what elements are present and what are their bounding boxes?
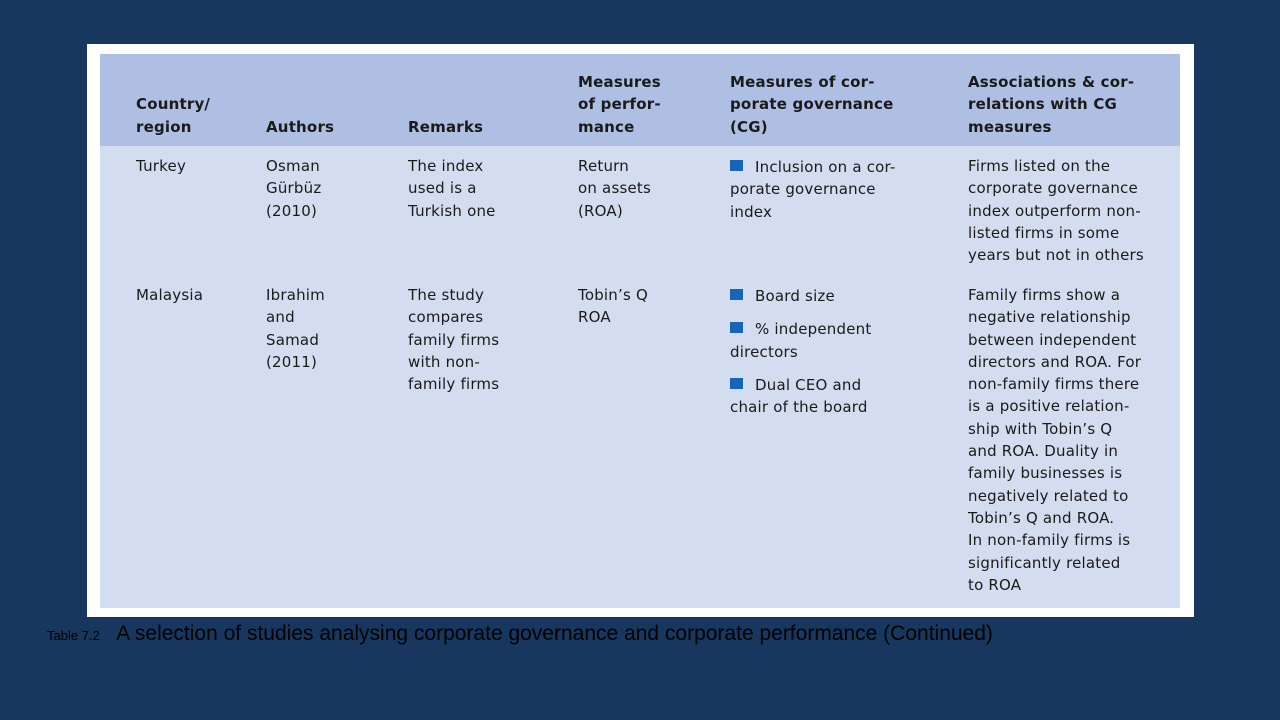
cell-line: non-family firms there <box>968 375 1140 394</box>
cell-line: on assets <box>578 179 651 198</box>
row-1-authors <box>266 155 321 222</box>
cell-line: family businesses is <box>968 464 1123 483</box>
table-caption <box>47 622 993 646</box>
cell-line: Tobin’s Q <box>578 286 648 304</box>
cell-line: (2011) <box>266 352 318 371</box>
cell-line: Associations & cor- <box>968 73 1135 92</box>
cell-line: Country/ <box>136 95 211 114</box>
cell-line: family firms <box>408 330 500 349</box>
cell-line: and <box>266 308 295 327</box>
row-1-associations <box>968 155 1144 266</box>
cell-line: index outperform non- <box>968 201 1141 220</box>
studies-table <box>100 54 1180 608</box>
bullet-continuation-line: chair of the board <box>730 398 868 417</box>
caption-title: A selection of studies analysing corporate governance and corporate performance (Continued) <box>116 622 993 645</box>
row-2-remarks <box>408 284 499 395</box>
cell-line: corporate governance <box>968 179 1138 198</box>
header-performance <box>578 71 661 138</box>
header-associations <box>968 71 1134 138</box>
cell-line: significantly related <box>968 553 1121 572</box>
cell-line: Turkey <box>136 157 187 175</box>
row-2-associations <box>968 284 1141 596</box>
cell-line: The index <box>408 157 484 175</box>
cell-line: to ROA <box>968 575 1022 594</box>
cell-line: and ROA. Duality in <box>968 442 1119 461</box>
bullet-item <box>730 156 896 223</box>
cell-line: of perfor- <box>578 95 661 114</box>
square-bullet-icon <box>730 160 743 171</box>
cell-line: Authors <box>266 117 335 136</box>
cell-line: porate governance <box>730 95 894 114</box>
header-remarks <box>408 116 483 138</box>
square-bullet-icon <box>730 322 743 333</box>
cell-line: In non-family firms is <box>968 531 1131 550</box>
bullet-item <box>730 285 871 307</box>
bullet-text: Dual CEO and <box>755 375 862 394</box>
header-country <box>136 93 210 138</box>
cell-line: Tobin’s Q and ROA. <box>968 508 1115 527</box>
square-bullet-icon <box>730 378 743 389</box>
bullet-first-line <box>730 318 871 340</box>
bullet-continuation-line: directors <box>730 342 798 361</box>
bullet-item <box>730 318 871 363</box>
cell-line: negatively related to <box>968 486 1129 505</box>
cell-line: relations with CG <box>968 95 1118 114</box>
row-2-governance <box>730 284 871 429</box>
cell-line: Family firms show a <box>968 286 1121 304</box>
cell-line: is a positive relation- <box>968 397 1130 416</box>
bullet-first-line <box>730 374 871 396</box>
row-1-governance <box>730 155 896 234</box>
cell-line: years but not in others <box>968 246 1144 265</box>
bullet-item <box>730 374 871 419</box>
cell-line: compares <box>408 308 484 327</box>
row-2-country <box>136 284 203 306</box>
bullet-text: Inclusion on a cor- <box>755 158 896 176</box>
cell-line: Osman <box>266 157 320 175</box>
bullet-text: Board size <box>755 287 835 305</box>
slide-table-frame <box>87 44 1194 617</box>
cell-line: Ibrahim <box>266 286 325 304</box>
cell-line: Samad <box>266 330 320 349</box>
row-2-authors <box>266 284 325 373</box>
cell-line: Measures <box>578 73 661 92</box>
cell-line: mance <box>578 117 635 136</box>
bullet-first-line <box>730 156 896 178</box>
cell-line: with non- <box>408 352 480 371</box>
cell-line: Remarks <box>408 117 484 136</box>
cell-line: (CG) <box>730 117 768 136</box>
bullet-text: % independent <box>755 320 872 339</box>
cell-line: region <box>136 117 192 136</box>
cell-line: ship with Tobin’s Q <box>968 419 1113 438</box>
row-1-remarks <box>408 155 496 222</box>
bullet-continuation-line: index <box>730 202 773 221</box>
cell-line: The study <box>408 286 485 304</box>
bullet-first-line <box>730 285 871 307</box>
cell-line: between independent <box>968 330 1137 349</box>
cell-line: negative relationship <box>968 308 1131 327</box>
cell-line: Turkish one <box>408 201 496 220</box>
cell-line: Gürbüz <box>266 179 322 198</box>
square-bullet-icon <box>730 289 743 300</box>
cell-line: Malaysia <box>136 286 204 304</box>
cell-line: used is a <box>408 179 477 198</box>
caption-table-number: Table 7.2 <box>47 628 100 643</box>
header-authors <box>266 116 334 138</box>
row-1-country <box>136 155 186 177</box>
table-header-row <box>100 54 1180 146</box>
cell-line: (2010) <box>266 201 318 220</box>
cell-line: Firms listed on the <box>968 157 1111 175</box>
cell-line: measures <box>968 117 1052 136</box>
cell-line: listed firms in some <box>968 223 1120 242</box>
cell-line: Measures of cor- <box>730 73 875 92</box>
cell-line: ROA <box>578 308 611 327</box>
bullet-continuation-line: porate governance <box>730 180 876 199</box>
cell-line: family firms <box>408 375 500 394</box>
cell-line: Return <box>578 157 629 175</box>
row-2-performance <box>578 284 648 329</box>
header-governance <box>730 71 893 138</box>
cell-line: (ROA) <box>578 201 623 220</box>
cell-line: directors and ROA. For <box>968 352 1142 371</box>
row-1-performance <box>578 155 651 222</box>
